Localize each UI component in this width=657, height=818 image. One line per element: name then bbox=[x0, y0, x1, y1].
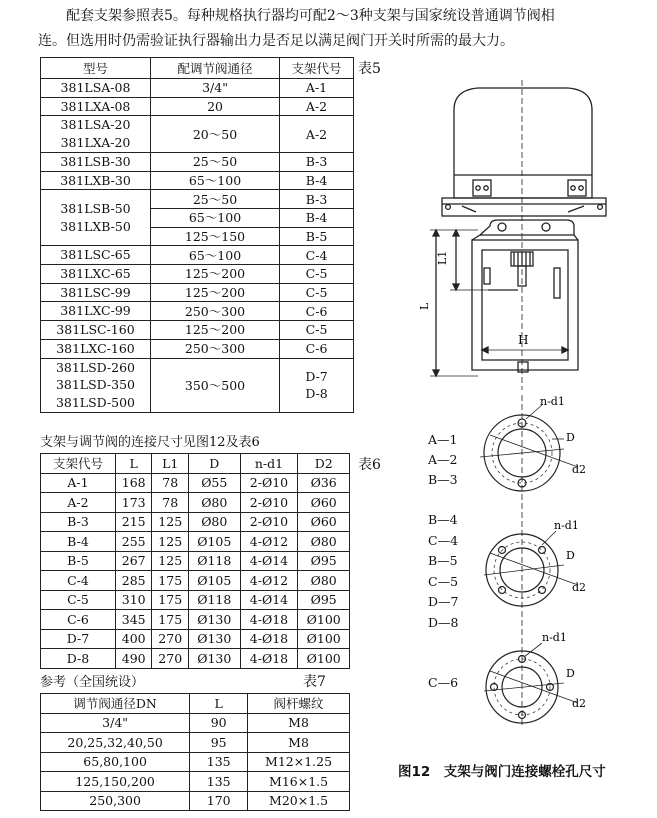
table-5-bracket-code-cell bbox=[280, 302, 354, 321]
table-7-header-cell: 调节阀通径DN bbox=[41, 694, 190, 714]
table-7-cell: 125,150,200 bbox=[41, 772, 190, 792]
table-7-cell: 135 bbox=[190, 772, 248, 792]
table-6-cell: Ø100 bbox=[298, 629, 350, 649]
table-6-cell: 255 bbox=[115, 532, 152, 552]
table-6-cell: 270 bbox=[152, 649, 189, 669]
table-6-cell: Ø95 bbox=[298, 551, 350, 571]
table-6-cell: Ø130 bbox=[188, 629, 240, 649]
table-5-bracket-code: B-4 bbox=[305, 210, 328, 226]
table-6-cell: B-5 bbox=[41, 551, 116, 571]
table-7-cell: M8 bbox=[248, 733, 350, 753]
table-6-cell: Ø105 bbox=[188, 532, 240, 552]
table-5-bracket-code-cell bbox=[280, 171, 354, 190]
table-6-cell: Ø55 bbox=[188, 473, 240, 493]
table-5-valve-size-cell bbox=[150, 171, 279, 190]
table-7-cell: 65,80,100 bbox=[41, 752, 190, 772]
table-5-model-cell bbox=[41, 358, 151, 412]
table-5-model-cell bbox=[41, 190, 151, 246]
table-6-cell: 173 bbox=[115, 493, 152, 513]
table-5-valve-size-cell bbox=[150, 358, 279, 412]
table-5-model-cell bbox=[41, 246, 151, 265]
table-7-cell: 250,300 bbox=[41, 791, 190, 811]
table-6-cell: 2-Ø10 bbox=[240, 493, 298, 513]
table-6-cell: 125 bbox=[152, 512, 189, 532]
flange2-code: B—5 bbox=[428, 553, 458, 568]
table-6-cell: 175 bbox=[152, 571, 189, 591]
table-5-bracket-code-cell bbox=[280, 97, 354, 116]
table-5-header-cell: 支架代号 bbox=[280, 58, 354, 79]
table-6-cell: 4-Ø14 bbox=[240, 551, 298, 571]
flange-drawings bbox=[460, 395, 657, 725]
table-6-cell: Ø80 bbox=[298, 571, 350, 591]
table-7-row bbox=[41, 752, 350, 772]
table-5-valve-size: 250～300 bbox=[184, 341, 246, 357]
table-5-model-cell bbox=[41, 264, 151, 283]
table-5-bracket-code-cell bbox=[280, 283, 354, 302]
table-6-cell: 4-Ø18 bbox=[240, 629, 298, 649]
table-7-label: 表7 bbox=[303, 674, 326, 690]
flange2-code: D—7 bbox=[428, 594, 459, 609]
table-6-header-cell: D bbox=[188, 454, 240, 474]
table-5-model-name: 381LXC-160 bbox=[56, 340, 135, 356]
dim-h-label: H bbox=[518, 333, 529, 347]
table-6-row bbox=[41, 590, 350, 610]
table-5-valve-size: 65～100 bbox=[188, 172, 242, 188]
table-5-row bbox=[41, 97, 354, 116]
table-5-valve-size-cell bbox=[150, 302, 279, 321]
flange1-code: B—3 bbox=[428, 472, 458, 487]
flange2-d2: d2 bbox=[572, 581, 587, 594]
table-5-valve-size: 65～100 bbox=[188, 247, 242, 263]
table-6-cell: Ø100 bbox=[298, 649, 350, 669]
table-7-cell: M16×1.5 bbox=[248, 772, 350, 792]
actuator-drawing bbox=[418, 80, 648, 390]
table-5-valve-size: 20 bbox=[207, 99, 223, 115]
table-5-model-name: 381LSC-99 bbox=[60, 284, 131, 300]
table-6-header-cell: n-d1 bbox=[240, 454, 298, 474]
table-5-bracket-code: D-8 bbox=[305, 386, 328, 402]
table-6-cell: Ø60 bbox=[298, 512, 350, 532]
table-5-model-name: 381LXB-50 bbox=[60, 218, 131, 234]
table-6-row bbox=[41, 649, 350, 669]
table-6-cell: A-1 bbox=[41, 473, 116, 493]
table-5-model-cell bbox=[41, 321, 151, 340]
table-6-cell: Ø118 bbox=[188, 551, 240, 571]
table-5-bracket-code-cell bbox=[280, 358, 354, 412]
table-5-row bbox=[41, 283, 354, 302]
table-6-cell: 125 bbox=[152, 551, 189, 571]
table-5-valve-size-cell bbox=[150, 79, 279, 98]
table-7-cell: 135 bbox=[190, 752, 248, 772]
table-5-row bbox=[41, 321, 354, 340]
table-6-cell: B-3 bbox=[41, 512, 116, 532]
table-7-cell: M12×1.25 bbox=[248, 752, 350, 772]
table-6-cell: Ø80 bbox=[188, 512, 240, 532]
table-5-model-name: 381LXC-65 bbox=[60, 265, 131, 281]
table-5-row bbox=[41, 116, 354, 152]
table-5-valve-size-cell bbox=[150, 339, 279, 358]
table-5-bracket-code: C-5 bbox=[305, 322, 328, 338]
table-7-cell: M8 bbox=[248, 713, 350, 733]
table-5-bracket-code-cell bbox=[280, 246, 354, 265]
table-5-model-name: 381LSB-50 bbox=[60, 201, 131, 217]
table-5-row bbox=[41, 171, 354, 190]
table-6-cell: 215 bbox=[115, 512, 152, 532]
table-6-cell: 78 bbox=[152, 473, 189, 493]
table-5-model-cell bbox=[41, 339, 151, 358]
table-6-cell: C-5 bbox=[41, 590, 116, 610]
flange1-d2: d2 bbox=[572, 463, 587, 476]
table-5-valve-size: 125～200 bbox=[184, 285, 246, 301]
table-5-valve-size-cell bbox=[150, 208, 279, 227]
table-5-valve-size-cell bbox=[150, 190, 279, 209]
table-7-cell: 170 bbox=[190, 791, 248, 811]
table-5-valve-size: 25～50 bbox=[192, 191, 238, 207]
table-6-cell: 4-Ø14 bbox=[240, 590, 298, 610]
figure-title: 图12 支架与阀门连接螺栓孔尺寸 bbox=[398, 764, 606, 780]
table-6-cell: 4-Ø18 bbox=[240, 610, 298, 630]
intro-paragraph bbox=[38, 4, 638, 54]
table-5-row bbox=[41, 302, 354, 321]
table-5-bracket-code-cell bbox=[280, 227, 354, 246]
flange3-codes bbox=[428, 675, 458, 690]
dim-l-label: L bbox=[418, 302, 431, 310]
table-5-model-name: 381LXC-99 bbox=[60, 303, 131, 319]
flange2-code: D—8 bbox=[428, 614, 459, 630]
table-6-label: 表6 bbox=[358, 457, 381, 473]
table-5-valve-size-cell bbox=[150, 116, 279, 152]
table-5-valve-size: 65～100 bbox=[188, 210, 242, 226]
flange2-codes bbox=[428, 510, 458, 633]
flange2-code: C—4 bbox=[428, 532, 459, 548]
table-5-header-cell: 型号 bbox=[41, 58, 151, 79]
table-6-cell: Ø36 bbox=[298, 473, 350, 493]
table-5-valve-size-cell bbox=[150, 227, 279, 246]
flange1-code: A—1 bbox=[428, 432, 458, 447]
table-5-model-cell bbox=[41, 79, 151, 98]
flange3-d2: d2 bbox=[572, 697, 587, 710]
table-6-cell: 4-Ø12 bbox=[240, 532, 298, 552]
table-5-bracket-code: C-6 bbox=[305, 303, 328, 319]
table-5-valve-size-cell bbox=[150, 264, 279, 283]
table-5-header-cell: 配调节阀通径 bbox=[150, 58, 279, 79]
table-6-cell: 490 bbox=[115, 649, 152, 669]
table-7-row bbox=[41, 772, 350, 792]
table-5-model-name: 381LSD-260 bbox=[55, 359, 136, 375]
table-7-cell: 20,25,32,40,50 bbox=[41, 733, 190, 753]
table-6-cell: 267 bbox=[115, 551, 152, 571]
table-7-row bbox=[41, 791, 350, 811]
table-5-valve-size: 350～500 bbox=[184, 377, 246, 393]
table-6-cell: B-4 bbox=[41, 532, 116, 552]
table-6-cell: Ø60 bbox=[298, 493, 350, 513]
table-5-valve-size-cell bbox=[150, 283, 279, 302]
table-6-cell: 4-Ø18 bbox=[240, 649, 298, 669]
table-5-bracket-code: D-7 bbox=[305, 369, 328, 385]
flange2-d: D bbox=[566, 549, 575, 562]
dim-l1-label: L1 bbox=[436, 250, 449, 265]
table-6-cell: 310 bbox=[115, 590, 152, 610]
table-6-cell: 2-Ø10 bbox=[240, 512, 298, 532]
table-5-model-cell bbox=[41, 116, 151, 152]
table-5-model-name: 381LSC-65 bbox=[60, 247, 131, 263]
table-6-cell: Ø80 bbox=[298, 532, 350, 552]
table-5-label: 表5 bbox=[358, 61, 381, 77]
table-7-cell: M20×1.5 bbox=[248, 791, 350, 811]
table-5-bracket-code-cell bbox=[280, 339, 354, 358]
table-6-cell: Ø130 bbox=[188, 610, 240, 630]
table-6-cell: 168 bbox=[115, 473, 152, 493]
table-6-cell: 175 bbox=[152, 590, 189, 610]
table-6-row bbox=[41, 571, 350, 591]
table-7 bbox=[40, 693, 350, 811]
table-5-valve-size: 25～50 bbox=[192, 154, 238, 170]
table-5-model-name: 381LSD-500 bbox=[55, 394, 136, 410]
table-5-valve-size: 125～200 bbox=[184, 322, 246, 338]
table-5-valve-size-cell bbox=[150, 321, 279, 340]
table-7-caption: 参考（全国统设） bbox=[40, 675, 145, 690]
table-6-cell: D-7 bbox=[41, 629, 116, 649]
table-5-valve-size: 250～300 bbox=[184, 303, 246, 319]
table-5-row bbox=[41, 358, 354, 412]
table-5-model-name: 381LSA-20 bbox=[60, 117, 131, 133]
table-5-bracket-code: B-3 bbox=[305, 191, 328, 207]
table-5-valve-size: 3/4" bbox=[202, 80, 228, 96]
table-5-bracket-code-cell bbox=[280, 264, 354, 283]
table-6-cell: 270 bbox=[152, 629, 189, 649]
table-7-cell: 3/4" bbox=[41, 713, 190, 733]
table-6-cell: D-8 bbox=[41, 649, 116, 669]
table-5-model-cell bbox=[41, 152, 151, 171]
table-5-bracket-code: B-4 bbox=[305, 172, 328, 188]
table-5-bracket-code-cell bbox=[280, 152, 354, 171]
table-5-bracket-code: C-4 bbox=[305, 247, 328, 263]
table-5-valve-size-cell bbox=[150, 246, 279, 265]
table-5-bracket-code: C-6 bbox=[305, 341, 328, 357]
table-6-cell: 345 bbox=[115, 610, 152, 630]
flange2-code: B—4 bbox=[428, 512, 458, 527]
table-7-header-row bbox=[41, 694, 350, 714]
flange3-nd1: n-d1 bbox=[542, 631, 567, 644]
table-7-cell: 95 bbox=[190, 733, 248, 753]
table-6-row bbox=[41, 473, 350, 493]
table-5-bracket-code: A-2 bbox=[305, 126, 328, 142]
table-5-bracket-code-cell bbox=[280, 208, 354, 227]
table-5 bbox=[40, 57, 354, 413]
table-6-caption: 支架与调节阀的连接尺寸见图12及表6 bbox=[40, 435, 260, 450]
table-5-bracket-code: A-1 bbox=[305, 80, 328, 96]
table-5-bracket-code-cell bbox=[280, 190, 354, 209]
table-6-cell: Ø118 bbox=[188, 590, 240, 610]
table-5-model-cell bbox=[41, 171, 151, 190]
table-6-row bbox=[41, 551, 350, 571]
table-6-row bbox=[41, 512, 350, 532]
table-5-bracket-code: C-5 bbox=[305, 266, 328, 282]
table-6-header-cell: L1 bbox=[152, 454, 189, 474]
table-5-bracket-code-cell bbox=[280, 116, 354, 152]
flange1-code: A—2 bbox=[428, 452, 458, 467]
table-7-row bbox=[41, 713, 350, 733]
table-6-cell: 2-Ø10 bbox=[240, 473, 298, 493]
table-5-model-name: 381LSD-350 bbox=[55, 377, 136, 393]
table-6-cell: 175 bbox=[152, 610, 189, 630]
table-7-row bbox=[41, 733, 350, 753]
table-6-cell: Ø105 bbox=[188, 571, 240, 591]
table-5-row bbox=[41, 264, 354, 283]
table-6-cell: 400 bbox=[115, 629, 152, 649]
table-5-model-name: 381LXB-30 bbox=[60, 172, 131, 188]
table-5-model-cell bbox=[41, 283, 151, 302]
table-6-cell: 78 bbox=[152, 493, 189, 513]
table-5-model-name: 381LXA-08 bbox=[60, 98, 131, 114]
table-6-cell: Ø100 bbox=[298, 610, 350, 630]
table-5-bracket-code: C-5 bbox=[305, 285, 328, 301]
table-6-cell: C-6 bbox=[41, 610, 116, 630]
flange1-d: D bbox=[566, 431, 575, 444]
table-5-valve-size: 125～150 bbox=[184, 228, 246, 244]
flange3-d: D bbox=[566, 667, 575, 680]
table-5-valve-size: 125～200 bbox=[184, 266, 246, 282]
table-6-row bbox=[41, 532, 350, 552]
intro-line-2: 连。但选用时仍需验证执行器输出力是否足以满足阀门开关时所需的最大力。 bbox=[38, 33, 514, 49]
intro-line-1: 配套支架参照表5。每种规格执行器均可配2～3种支架与国家统设普通调节阀相 bbox=[66, 8, 555, 24]
flange2-code: C—5 bbox=[428, 573, 459, 589]
flange1-codes bbox=[428, 430, 458, 490]
table-6-cell: 125 bbox=[152, 532, 189, 552]
flange2-nd1: n-d1 bbox=[554, 519, 579, 532]
flange1-nd1: n-d1 bbox=[540, 395, 565, 408]
table-5-bracket-code: B-3 bbox=[305, 154, 328, 170]
table-5-bracket-code: B-5 bbox=[305, 228, 328, 244]
table-7-cell: 90 bbox=[190, 713, 248, 733]
table-6-header-cell: 支架代号 bbox=[41, 454, 116, 474]
table-5-bracket-code: A-2 bbox=[305, 99, 328, 115]
table-6-cell: C-4 bbox=[41, 571, 116, 591]
table-5-header-row bbox=[41, 58, 354, 79]
table-6-cell: 4-Ø12 bbox=[240, 571, 298, 591]
table-5-bracket-code-cell bbox=[280, 321, 354, 340]
table-6-cell: Ø80 bbox=[188, 493, 240, 513]
table-6-header-cell: D2 bbox=[298, 454, 350, 474]
table-5-row bbox=[41, 152, 354, 171]
flange3-code: C—6 bbox=[428, 675, 459, 690]
table-5-row bbox=[41, 190, 354, 209]
table-5-valve-size-cell bbox=[150, 152, 279, 171]
table-6-row bbox=[41, 493, 350, 513]
table-6-row bbox=[41, 629, 350, 649]
table-5-model-name: 381LXA-20 bbox=[60, 135, 131, 151]
table-5-row bbox=[41, 79, 354, 98]
table-6-row bbox=[41, 610, 350, 630]
table-5-valve-size-cell bbox=[150, 97, 279, 116]
table-6-cell: Ø95 bbox=[298, 590, 350, 610]
table-5-bracket-code-cell bbox=[280, 79, 354, 98]
table-6-header-cell: L bbox=[115, 454, 152, 474]
table-5-model-name: 381LSB-30 bbox=[60, 153, 131, 169]
table-5-model-cell bbox=[41, 97, 151, 116]
table-7-header-cell: L bbox=[190, 694, 248, 714]
table-5-row bbox=[41, 246, 354, 265]
table-6-cell: Ø130 bbox=[188, 649, 240, 669]
table-6-header-row bbox=[41, 454, 350, 474]
table-5-model-name: 381LSA-08 bbox=[60, 80, 131, 95]
table-7-header-cell: 阀杆螺纹 bbox=[248, 694, 350, 714]
table-5-model-cell bbox=[41, 302, 151, 321]
table-5-model-name: 381LSC-160 bbox=[56, 322, 135, 338]
table-6-cell: 285 bbox=[115, 571, 152, 591]
table-5-valve-size: 20～50 bbox=[192, 126, 238, 142]
table-6-cell: A-2 bbox=[41, 493, 116, 513]
table-6 bbox=[40, 453, 350, 669]
table-5-row bbox=[41, 339, 354, 358]
